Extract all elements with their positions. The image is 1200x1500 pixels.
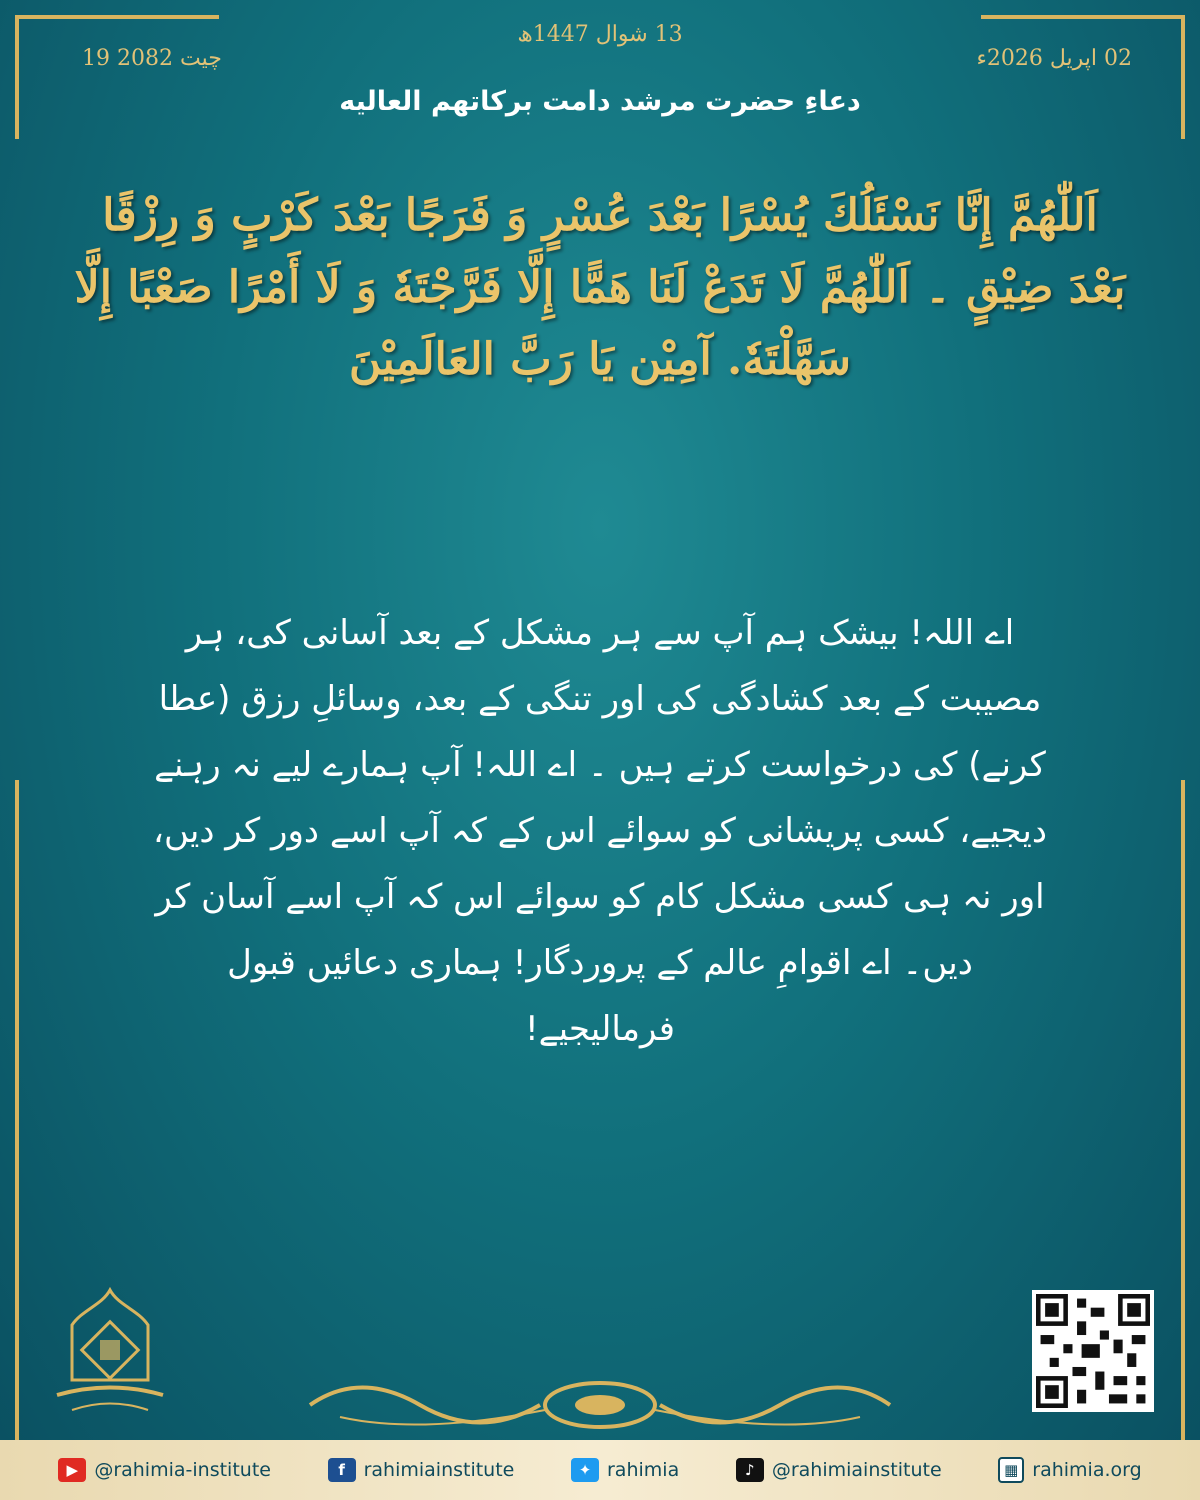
tiktok-icon: ♪ [736,1458,764,1482]
social-footer [0,1440,1200,1500]
tiktok-link[interactable] [736,1458,942,1482]
website-icon: ▦ [998,1457,1024,1483]
frame-line-left [15,780,19,1280]
facebook-icon: f [328,1458,356,1482]
tiktok-handle: @rahimiainstitute [771,1459,942,1481]
hijri-date: 13 شوال 1447ھ [517,22,683,47]
facebook-link[interactable] [328,1458,515,1482]
rahimia-logo-icon [42,1285,178,1435]
gregorian-date: 02 اپریل 2026ء [976,46,1132,71]
youtube-link[interactable] [58,1458,271,1482]
frame-line-right [1181,780,1185,1280]
youtube-handle: @rahimia-institute [94,1459,271,1481]
twitter-link[interactable] [571,1458,679,1482]
page-title: دعاءِ حضرت مرشد دامت برکاتهم العالیه [339,86,861,117]
qr-code-icon[interactable] [1032,1290,1154,1412]
urdu-translation-text: اے اللہ! بیشک ہم آپ سے ہر مشکل کے بعد آسانی کی، ہر مصیبت کے بعد کشادگی کی اور تنگی کے بعد، وسائلِ رزق (عطا کرنے) کی درخواست کرتے ہیں ۔ اے اللہ! آپ ہمارے لیے نہ رہنے دیجیے، کسی پریشانی کو سوائے اس کے کہ آپ اسے دور کر دیں، اور نہ ہی کسی مشکل کام کو سوائے اس کہ آپ اسے آسان کر دیں۔ اے اقوامِ عالم کے پروردگار! ہماری دعائیں قبول فرمالیجیے! [153,613,1047,1049]
arabic-dua-text: اَللّٰهُمَّ إِنَّا نَسْئَلُكَ يُسْرًا بَعْدَ عُسْرٍ وَ فَرَجًا بَعْدَ كَرْبٍ وَ رِزْقًا بَعْدَ ضِيْقٍ ۔ اَللّٰهُمَّ لَا تَدَعْ لَنَا هَمًّا إِلَّا فَرَّجْتَهٗ وَ لَا أَمْرًا صَعْبًا إِلَّا سَهَّلْتَهٗ. آمِيْن يَا رَبَّ العَالَمِيْنَ [74,190,1126,385]
youtube-icon: ▶ [58,1458,86,1482]
website-url: rahimia.org [1032,1459,1142,1481]
ornament-divider [300,1365,900,1445]
bikrami-date: 19 چیت 2082 [82,46,222,71]
website-link[interactable] [998,1457,1141,1483]
facebook-handle: rahimiainstitute [363,1459,515,1481]
twitter-handle: rahimia [607,1459,680,1481]
twitter-icon: ✦ [571,1458,599,1482]
